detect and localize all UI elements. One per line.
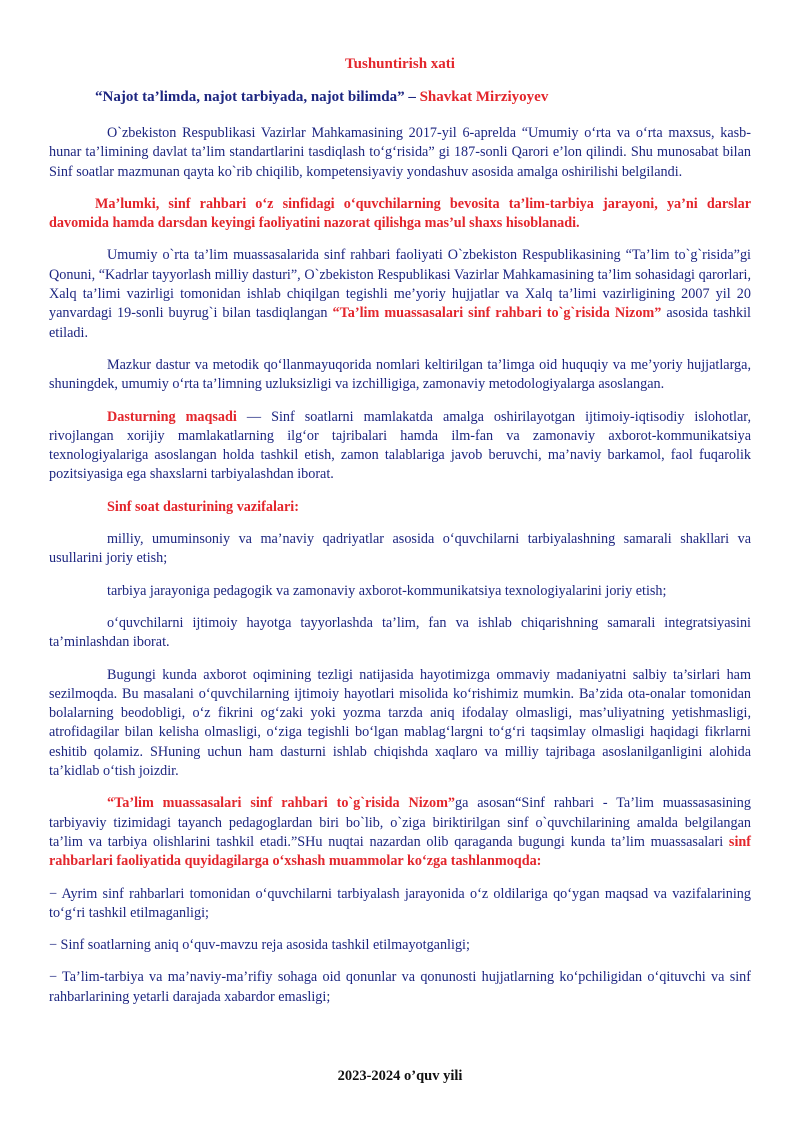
paragraph-regulation: [49, 794, 751, 871]
paragraph-legal-basis: [49, 246, 751, 342]
paragraph-intro: O`zbekiston Respublikasi Vazirlar Mahkamasining 2017-yil 6-aprelda “Umumiy o‘rta va o‘rta maxsus, kasb-hunar ta’limining davlat ta’lim standartlarini tasdiqlash to‘g‘risida” gi 187-sonli Qarori e’lon qilindi. Shu munosabat bilan Sinf soatlar mazmunan qayta ko`rib chiqilib, kompetensiyaviy yondashuv asosida amalga oshirilishi belgilandi.: [49, 125, 751, 180]
epigraph-quote: “Najot ta’limda, najot tarbiyada, najot bilimda” –: [95, 89, 416, 105]
paragraph-methodology: Mazkur dastur va metodik qo‘llanmayuqorida nomlari keltirilgan ta’limga oid huquqiy va me’yoriy hujjatlarga, shuningdek, umumiy o‘rta ta’limning uzluksizligi va izchilligiga, zamonaviy metodologiyalarga asoslangan.: [49, 356, 751, 393]
regulation-highlight: “Ta’lim muassasalari sinf rahbari to`g`risida Nizom”: [107, 795, 456, 812]
paragraph-goal: [49, 408, 751, 485]
tasks-heading: Sinf soat dasturining vazifalari:: [107, 498, 299, 515]
paragraph-definition: Ma’lumki, sinf rahbari o‘z sinfidagi o‘quvchilarning bevosita ta’lim-tarbiya jarayoni, ya’ni darslar davomida hamda darsdan keyingi faoliyatini nazorat qilishga mas’ul shaxs hisoblanadi.: [49, 195, 751, 232]
legal-basis-tail: asosida tashkil etiladi.: [49, 305, 751, 341]
problem-item: − Ayrim sinf rahbarlari tomonidan o‘quvchilarni tarbiyalash jarayonida o‘z oldilariga qo‘ygan maqsad va vazifalarining to‘g‘ri tashkil etilmaganligi;: [49, 885, 751, 921]
task-item: tarbiya jarayoniga pedagogik va zamonaviy axborot-kommunikatsiya texnologiyalarini joriy etish;: [107, 582, 667, 599]
goal-text: — Sinf soatlarni mamlakatda amalga oshirilayotgan ijtimoiy-iqtisodiy islohotlar, rivojlangan xorijiy mamlakatlarning ilg‘or tajribalari hamda ilm-fan va zamonaviy axborot-kommunikatsiya texnologiyalariga asoslangan holda tashkil etish, zamon talablariga javob beruvchi, ma’naviy barkamol, faol fuqarolik pozitsiyasiga ega shaxslarni tarbiyalashdan iborat.: [49, 408, 751, 483]
paragraph-context: Bugungi kunda axborot oqimining tezligi natijasida hayotimizga ommaviy madaniyatni salbiy ta’sirlari ham sezilmoqda. Bu masalani o‘quvchilarning ijtimoiy hayotlari misolida ko‘rishimiz mumkin. Ba’zida ota-onalar tomonidan bolalarning beodobligi, o‘z fikrini og‘zaki yoki yozma tarzda aniq ifodalay olmasligi, mas’uliyatning yetishmasligi, atrofidagilar bilan kelisha olmasligi, o‘ziga tegishli bo‘lgan mablag‘largni to‘g‘ri taqsimlay olmasligi haqidagi fikrlarni eshitib qolamiz. SHuning uchun ham dasturni ishlab chiqishda xaqlaro va milliy tajribaga asoslanilganligini alohida ta’kidlab o‘tish joizdir.: [49, 666, 751, 780]
goal-label: Dasturning maqsadi: [107, 408, 237, 425]
footer-academic-year: 2023-2024 o’quv yili: [337, 1068, 463, 1084]
epigraph: [49, 88, 751, 107]
legal-basis-highlight: “Ta’lim muassasalari sinf rahbari to`g`risida Nizom”: [332, 305, 662, 322]
task-item: o‘quvchilarni ijtimoiy hayotga tayyorlashda ta’lim, fan va ishlab chiqarishning samarali integratsiyasini ta’minlashdan iborat.: [49, 614, 751, 651]
regulation-problems-lead: sinf rahbarlari faoliyatida quyidagilarga o‘xshash muammolar ko‘zga tashlanmoqda:: [49, 833, 751, 870]
task-item: milliy, umuminsoniy va ma’naviy qadriyatlar asosida o‘quvchilarni tarbiyalashning samarali shakllari va usullarini joriy etish;: [49, 531, 751, 567]
legal-basis-text: Umumiy o`rta ta’lim muassasalarida sinf rahbari faoliyati O`zbekiston Respublikasining “Ta’lim to`g`risida”gi Qonuni, “Kadrlar tayyorlash milliy dasturi”, O`zbekiston Respublikasi Vazirlar Mahkamasining ta’lim sohasidagi qarorlari, Xalq ta’limi vazirligi tomonidan ishlab chiqilgan tegishli me’yoriy hujjatlar va Xalq ta’limi vazirligining 2007 yil 20 yanvardagi 19-sonli buyrug`i bilan tasdiqlangan: [49, 247, 751, 322]
regulation-text: ga asosan“Sinf rahbari - Ta’lim muassasasining tarbiyaviy tizimidagi tayanch pedagoglardan biri bo`lib, o`ziga biriktirilgan sinf o`quvchilarining amalda belgilangan ta’lim va tarbiya olishlarini tashkil etadi.”SHu nuqtai nazardan olib qaraganda bugungi kunda ta’lim muassasalari: [49, 795, 751, 850]
epigraph-author: Shavkat Mirziyoyev: [415, 89, 549, 105]
problem-item: − Ta’lim-tarbiya va ma’naviy-ma’rifiy sohaga oid qonunlar va qonunosti hujjatlarning ko‘pchiligidan o‘qituvchi va sinf rahbarlarining yetarli darajada xabardor emasligi;: [49, 969, 751, 1005]
document-title: Tushuntirish xati: [345, 56, 455, 72]
problem-item: − Sinf soatlarning aniq o‘quv-mavzu reja asosida tashkil etilmayotganligi;: [49, 937, 470, 954]
